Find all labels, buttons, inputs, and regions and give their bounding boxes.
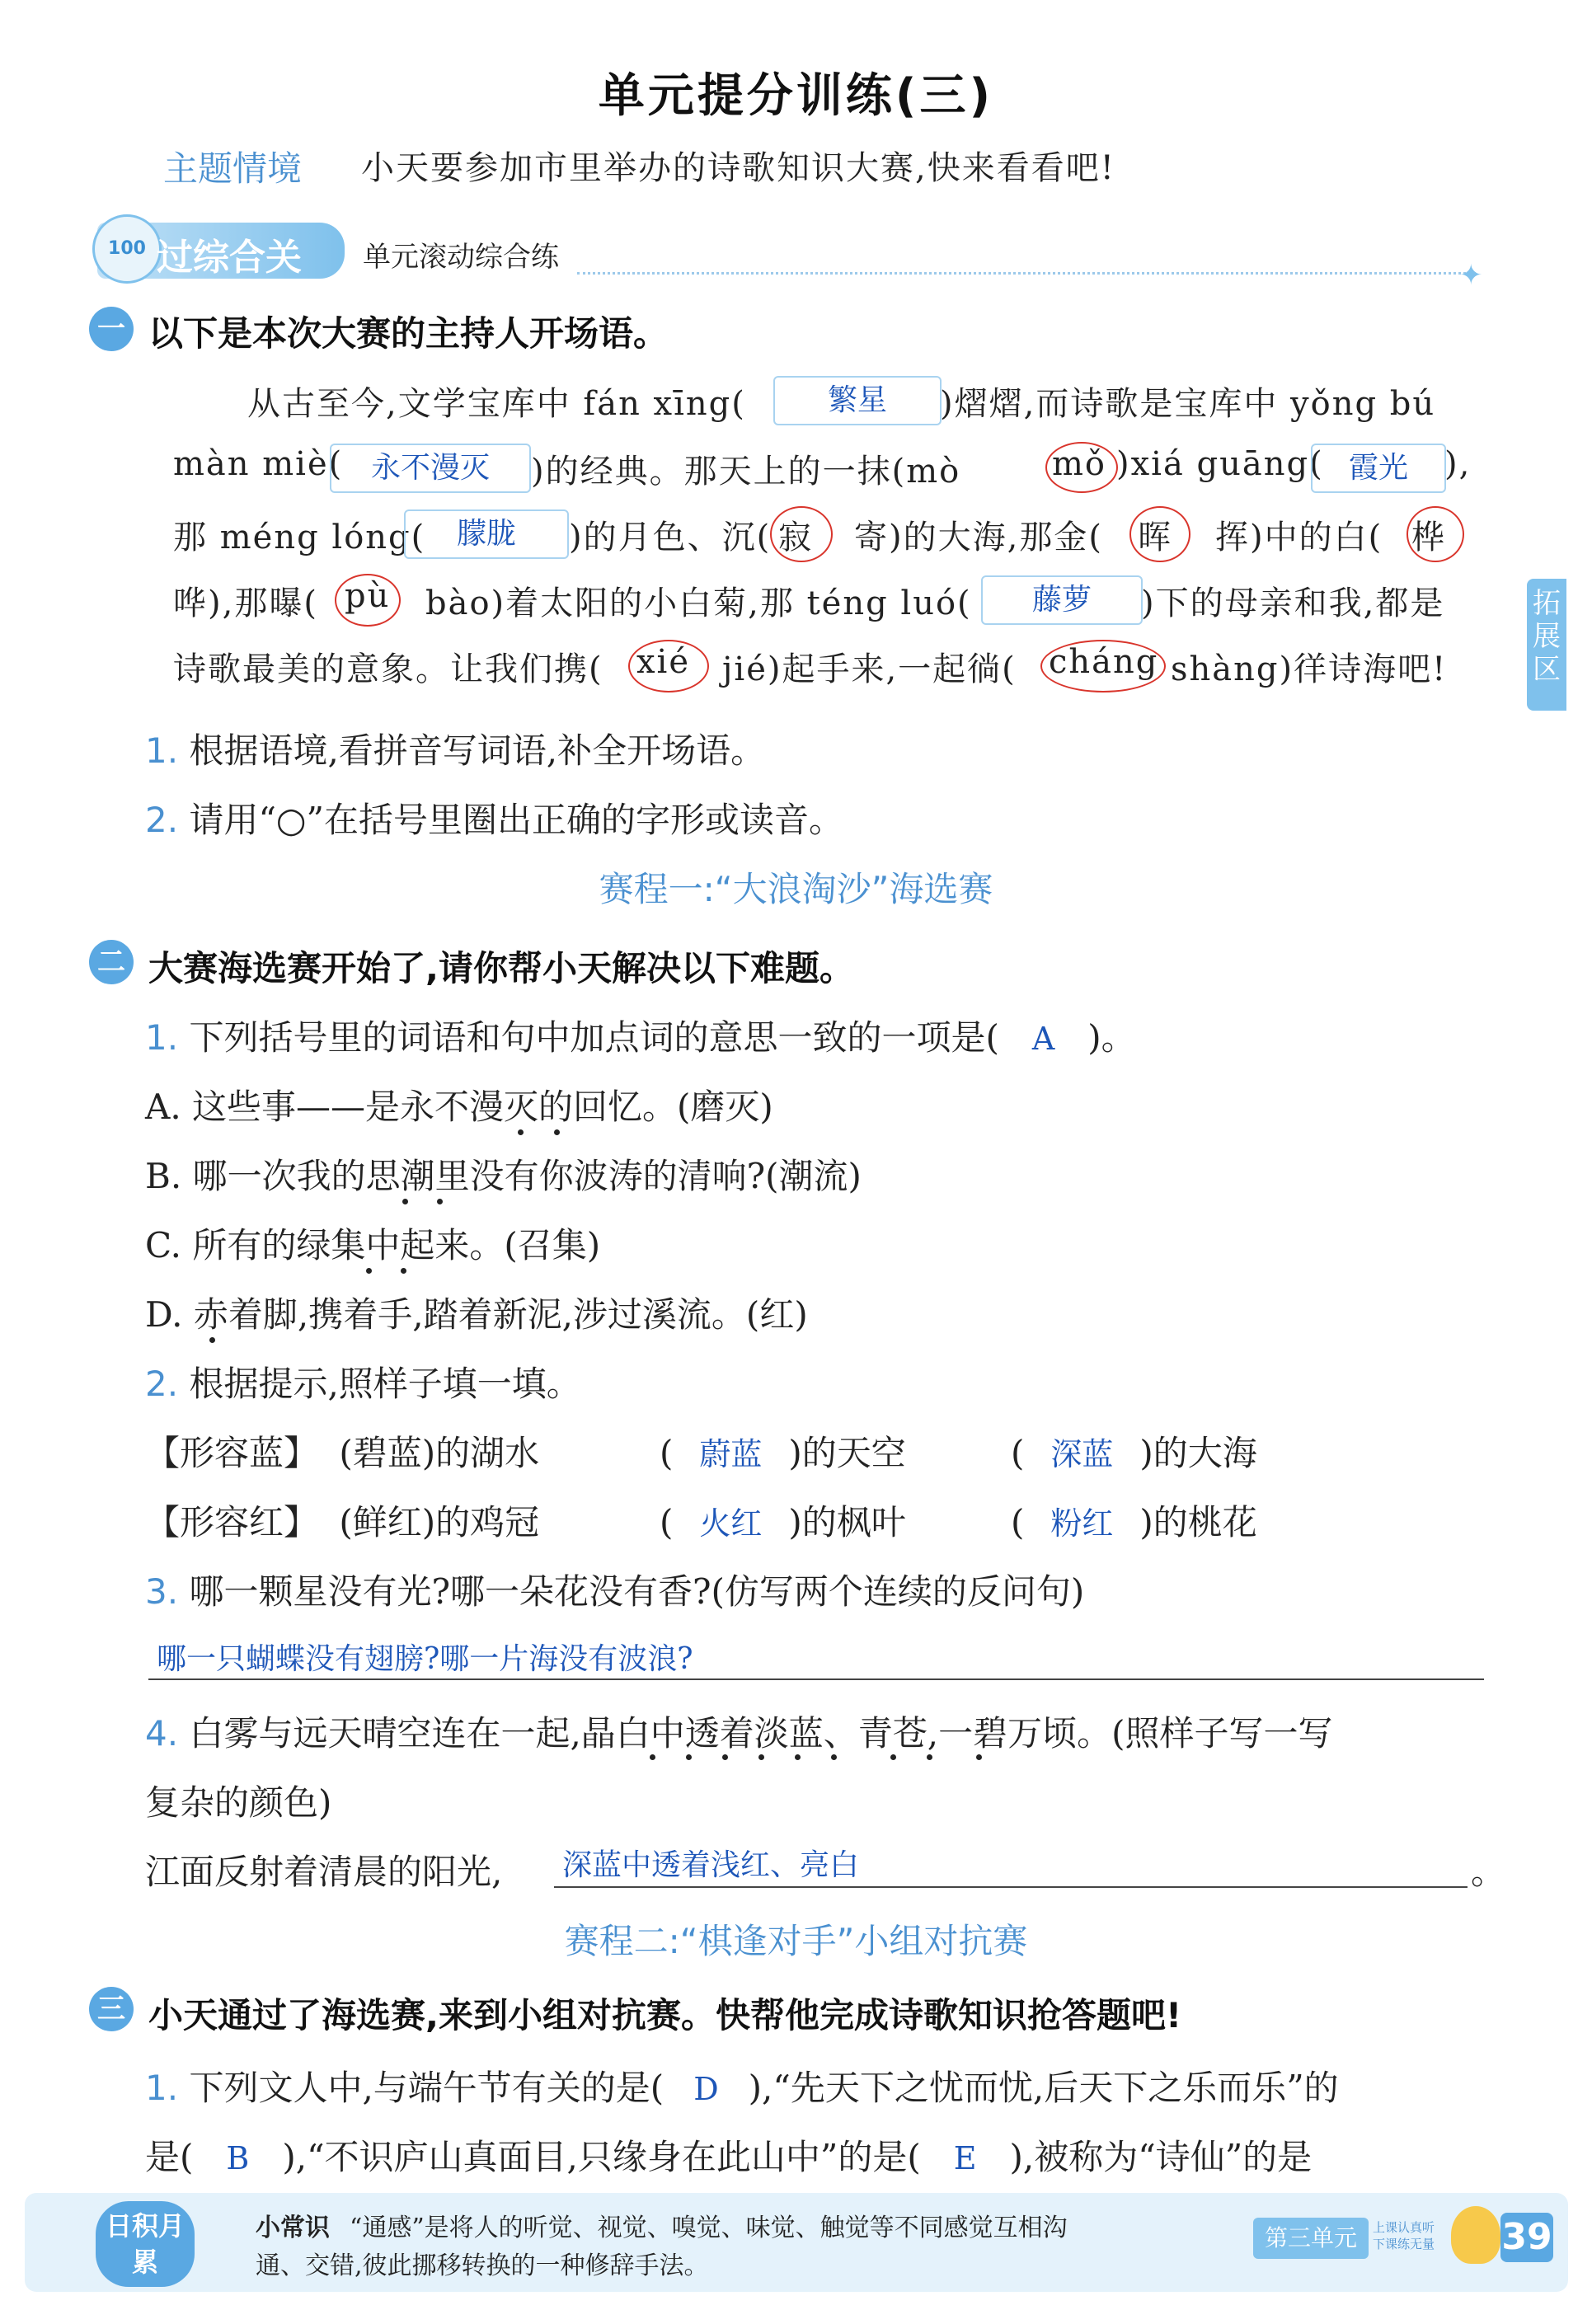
passage-line: 从古至今,文学宝库中 fán xīng( [247, 385, 746, 423]
question-number: 4. [145, 1713, 179, 1754]
passage-line: 寂 [778, 519, 813, 556]
badge-100-icon: 100 [92, 214, 162, 284]
answer-text: E [953, 2140, 977, 2176]
emphasis-dot [554, 1129, 560, 1135]
question-2 [145, 1357, 581, 1406]
question-text: )。 [1087, 1017, 1136, 1058]
emphasis-dot [437, 1199, 443, 1204]
section-badge-label: 过综合关 [157, 237, 302, 279]
answer-text: A [1031, 1021, 1055, 1057]
question-text: 根据提示,照样子填一填。 [189, 1364, 581, 1404]
answer-text: 哪一只蝴蝶没有翅膀?哪一片海没有波浪? [157, 1642, 693, 1676]
question-1 [145, 1011, 1136, 1060]
section-number: 一 [89, 307, 134, 351]
section-heading: 以下是本次大赛的主持人开场语。 [148, 313, 669, 354]
question-text: 下列文人中,与端午节有关的是( [189, 2068, 665, 2108]
question-text: 江面反射着清晨的阳光, [145, 1852, 503, 1892]
question-number: 2. [145, 800, 179, 840]
page-title: 单元提分训练(三) [598, 69, 994, 123]
option-b: B. 哪一次我的思潮里没有你波涛的清响?(潮流) [145, 1156, 862, 1196]
slogan-line: 上课认真听 [1373, 2220, 1435, 2235]
option-d: D. 赤着脚,携着手,踏着新泥,涉过溪流。(红) [145, 1294, 808, 1335]
passage-line: bào)着太阳的小白菊,那 téng luó( [425, 585, 972, 622]
question-text: 请用“○”在括号里圈出正确的字形或读音。 [189, 800, 844, 840]
paren: ( [660, 1433, 674, 1473]
passage-line: ), [1444, 445, 1472, 483]
emphasis-dot [209, 1337, 215, 1343]
section-number: 三 [89, 1987, 134, 2031]
emphasis-dot [976, 1754, 982, 1760]
answer-text: 深蓝中透着浅红、亮白 [562, 1848, 860, 1882]
answer-text: 蔚蓝 [699, 1436, 763, 1472]
paren: ( [1011, 1433, 1025, 1473]
side-tab: 拓展区 [1527, 579, 1566, 711]
answer-box: 永不漫灭 [330, 444, 531, 493]
question-number: 3. [145, 1571, 179, 1612]
paren: ( [660, 1502, 674, 1542]
emphasis-dot [650, 1754, 655, 1760]
row-example: (鲜红)的鸡冠 [339, 1502, 540, 1542]
footer-tip [256, 2209, 1068, 2285]
footer-badge: 日积月累 [96, 2201, 195, 2287]
answer-box: 霞光 [1311, 444, 1446, 493]
answer-box: 藤萝 [981, 575, 1143, 625]
row-label: 【形容蓝】 [145, 1433, 319, 1473]
option-c: C. 所有的绿集中起来。(召集) [145, 1225, 601, 1265]
emphasis-dot [366, 1268, 372, 1274]
question-number: 1. [145, 730, 179, 771]
emphasis-dot [402, 1199, 408, 1204]
fill-item [660, 1426, 906, 1476]
question-text: 。 [1471, 1852, 1506, 1892]
question-3 [145, 1565, 1084, 1614]
answer-text: B [226, 2140, 250, 2176]
question-text: 是( [145, 2137, 194, 2177]
fill-suffix: )的枫叶 [788, 1502, 906, 1542]
passage-line: mǒ [1052, 445, 1107, 483]
passage-line: cháng [1049, 643, 1159, 681]
row-example: (碧蓝)的湖水 [339, 1433, 540, 1473]
mascot-icon [1451, 2206, 1500, 2264]
stage-title: 赛程二:“棋逢对手”小组对抗赛 [564, 1921, 1028, 1961]
passage-line: 诗歌最美的意象。让我们携( [173, 650, 603, 688]
stage-title: 赛程一:“大浪淘沙”海选赛 [599, 869, 993, 909]
fill-suffix: )的桃花 [1139, 1502, 1257, 1542]
passage-line: )xiá guāng( [1116, 445, 1324, 483]
section-heading: 小天通过了海选赛,来到小组对抗赛。快帮他完成诗歌知识抢答题吧! [148, 1995, 1182, 2035]
passage-line: 哗),那曝( [173, 585, 318, 622]
fill-row-red [145, 1495, 539, 1545]
option-a: A. 这些事——是永不漫灭的回忆。(磨灭) [145, 1087, 773, 1127]
passage-line: 那 méng lóng( [173, 519, 426, 556]
passage-line: )下的母亲和我,都是 [1141, 585, 1445, 622]
slogan [1373, 2219, 1435, 2252]
passage-line: pù [345, 577, 391, 615]
answer-text: 火红 [699, 1505, 763, 1542]
passage-line: 晖 [1138, 519, 1172, 556]
question-text: 下列括号里的词语和句中加点词的意思一致的一项是( [189, 1017, 999, 1058]
fill-item [1011, 1426, 1257, 1476]
dotted-divider [577, 272, 1476, 275]
question-text: 白雾与远天晴空连在一起,晶白中透着淡蓝、青苍,一碧万顷。(照样子写一写 [189, 1713, 1333, 1754]
section-subtitle: 单元滚动综合练 [363, 241, 559, 274]
emphasis-dot [401, 1268, 406, 1274]
question-2 [145, 793, 843, 843]
passage-line: )熠熠,而诗歌是宝库中 yǒng bú [940, 385, 1436, 423]
question-1 [145, 2061, 1339, 2110]
star-icon: ✦ [1459, 259, 1483, 292]
section-number: 二 [89, 940, 134, 984]
passage-line: )的月色、沉( [569, 519, 772, 556]
emphasis-dot [722, 1754, 728, 1760]
emphasis-dot [518, 1129, 524, 1135]
theme-label: 主题情境 [163, 148, 303, 189]
question-text: 哪一颗星没有光?哪一朵花没有香?(仿写两个连续的反问句) [189, 1571, 1085, 1612]
fill-suffix: )的大海 [1139, 1433, 1257, 1473]
question-text: ),“先天下之忧而忧,后天下之乐而乐”的 [748, 2068, 1339, 2108]
question-1-cont [145, 2130, 1312, 2180]
passage-line: 挥)中的白( [1215, 519, 1383, 556]
passage-line: 桦 [1411, 519, 1446, 556]
passage-line: shàng)徉诗海吧! [1171, 650, 1448, 688]
answer-text: D [693, 2071, 719, 2107]
question-1 [145, 724, 765, 773]
passage-line: màn miè( [173, 445, 344, 483]
tip-label: 小常识 [256, 2214, 330, 2242]
fill-item [660, 1495, 906, 1545]
fill-row-blue [145, 1426, 539, 1476]
question-text: 根据语境,看拼音写词语,补全开场语。 [189, 730, 766, 771]
question-number: 1. [145, 2068, 179, 2108]
theme-text: 小天要参加市里举办的诗歌知识大赛,快来看看吧! [361, 149, 1115, 187]
fill-item [1011, 1495, 1257, 1545]
question-text: ),“不识庐山真面目,只缘身在此山中”的是( [282, 2137, 921, 2177]
section-heading: 大赛海选赛开始了,请你帮小天解决以下难题。 [148, 948, 854, 988]
passage-line: xié [636, 643, 691, 681]
answer-text: 粉红 [1050, 1505, 1114, 1542]
emphasis-dot [758, 1754, 764, 1760]
question-text: 复杂的颜色) [145, 1782, 332, 1823]
answer-text: 深蓝 [1050, 1436, 1114, 1472]
passage-line: jié)起手来,一起徜( [722, 650, 1017, 688]
question-text: ),被称为“诗仙”的是 [1009, 2137, 1313, 2177]
emphasis-dot [831, 1754, 837, 1760]
page-number: 39 [1500, 2213, 1553, 2262]
question-4 [145, 1707, 1333, 1756]
emphasis-dot [686, 1754, 692, 1760]
unit-label: 第三单元 [1253, 2218, 1369, 2259]
tip-line: “通感”是将人的听觉、视觉、嗅觉、味觉、触觉等不同感觉互相沟 [350, 2214, 1068, 2242]
row-label: 【形容红】 [145, 1502, 319, 1542]
answer-box: 繁星 [773, 376, 942, 425]
tip-line: 通、交错,彼此挪移转换的一种修辞手法。 [256, 2251, 709, 2280]
paren: ( [1011, 1502, 1025, 1542]
emphasis-dot [890, 1754, 896, 1760]
slogan-line: 下课练无量 [1373, 2237, 1435, 2251]
answer-box: 朦胧 [404, 509, 569, 559]
passage-line: )的经典。那天上的一抹(mò [531, 453, 961, 491]
question-number: 1. [145, 1017, 179, 1058]
fill-suffix: )的天空 [788, 1433, 906, 1473]
question-number: 2. [145, 1364, 179, 1404]
passage-line: 寄)的大海,那金( [854, 519, 1103, 556]
emphasis-dot [927, 1754, 932, 1760]
emphasis-dot [795, 1754, 801, 1760]
